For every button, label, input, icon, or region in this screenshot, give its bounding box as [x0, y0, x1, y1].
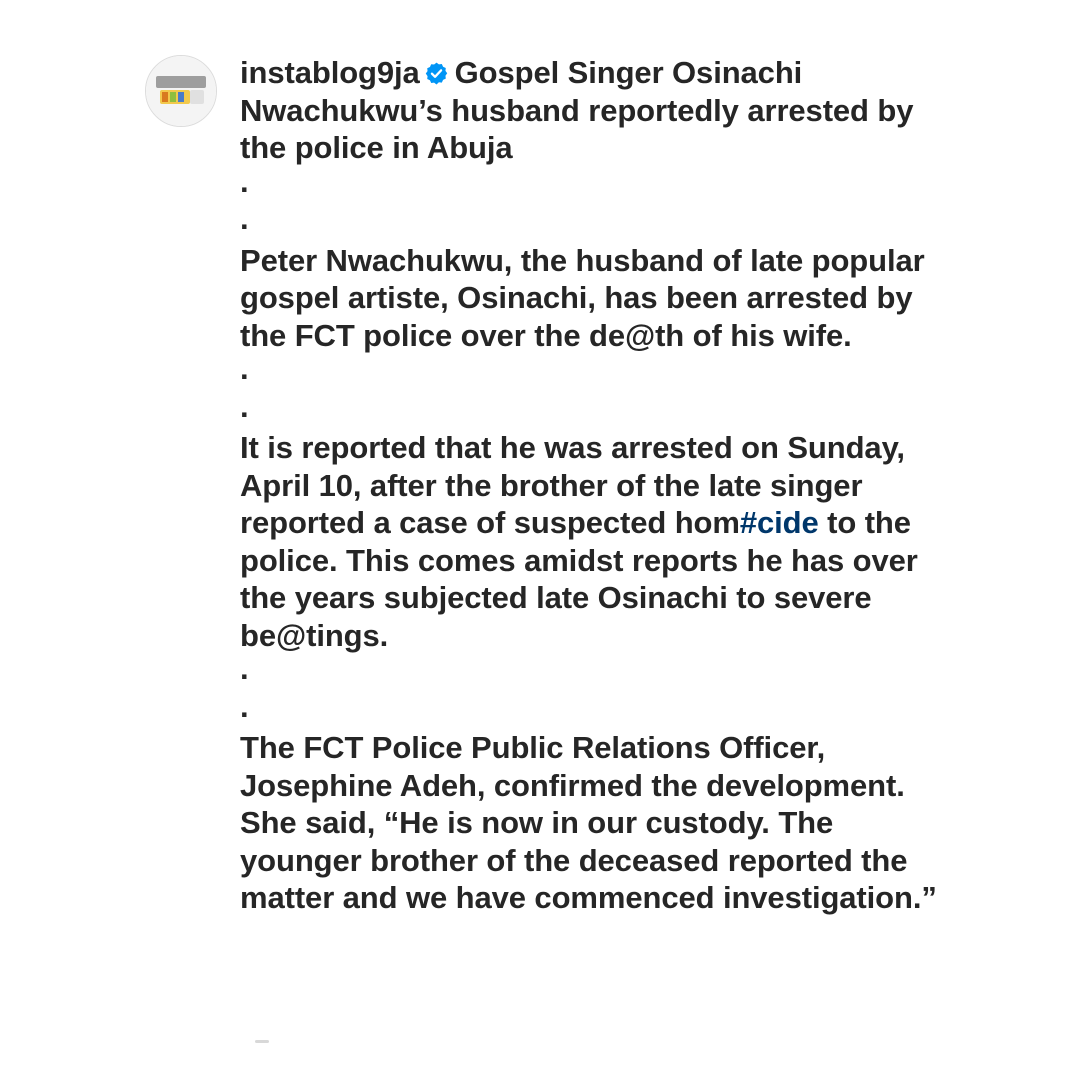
- paragraph-report-text-end: to the police. This comes amidst reports he has over the years subjected late Osinachi to severe be@tings.: [240, 505, 918, 653]
- paragraph-report-text: It is reported that he was arrested on Sunday, April 10, after the brother of the late singer reported a case of suspected hom: [240, 430, 905, 540]
- hashtag-link[interactable]: #cide: [739, 505, 819, 540]
- verified-badge-icon: [424, 61, 449, 86]
- separator-dot: .: [240, 688, 249, 724]
- paragraph-statement: The FCT Police Public Relations Officer, Josephine Adeh, confirmed the development. She said, “He is now in our custody. The younger brother of the deceased reported the matter and we have commenced investigation.”: [240, 730, 937, 915]
- separator-dot: .: [240, 351, 249, 386]
- separator-dot: .: [240, 163, 249, 199]
- username-link[interactable]: instablog9ja: [240, 55, 420, 90]
- post-title: Gospel Singer Osinachi Nwachukwu’s husband reportedly arrested by the police in Abuja: [240, 55, 914, 165]
- paragraph-arrest: Peter Nwachukwu, the husband of late popular gospel artiste, Osinachi, has been arrested by the FCT police over the de@th of his wife.: [240, 242, 925, 353]
- instablog9ja-logo-icon: [146, 56, 216, 126]
- paragraph-report: [240, 429, 960, 654]
- cut-off-text-fragment: [255, 1040, 269, 1043]
- separator-dot: .: [240, 201, 249, 236]
- caption-header: [240, 54, 960, 167]
- caption-text: [240, 54, 960, 917]
- profile-avatar[interactable]: [145, 55, 217, 127]
- separator-dot: .: [240, 651, 249, 686]
- separator-dot: .: [240, 388, 249, 424]
